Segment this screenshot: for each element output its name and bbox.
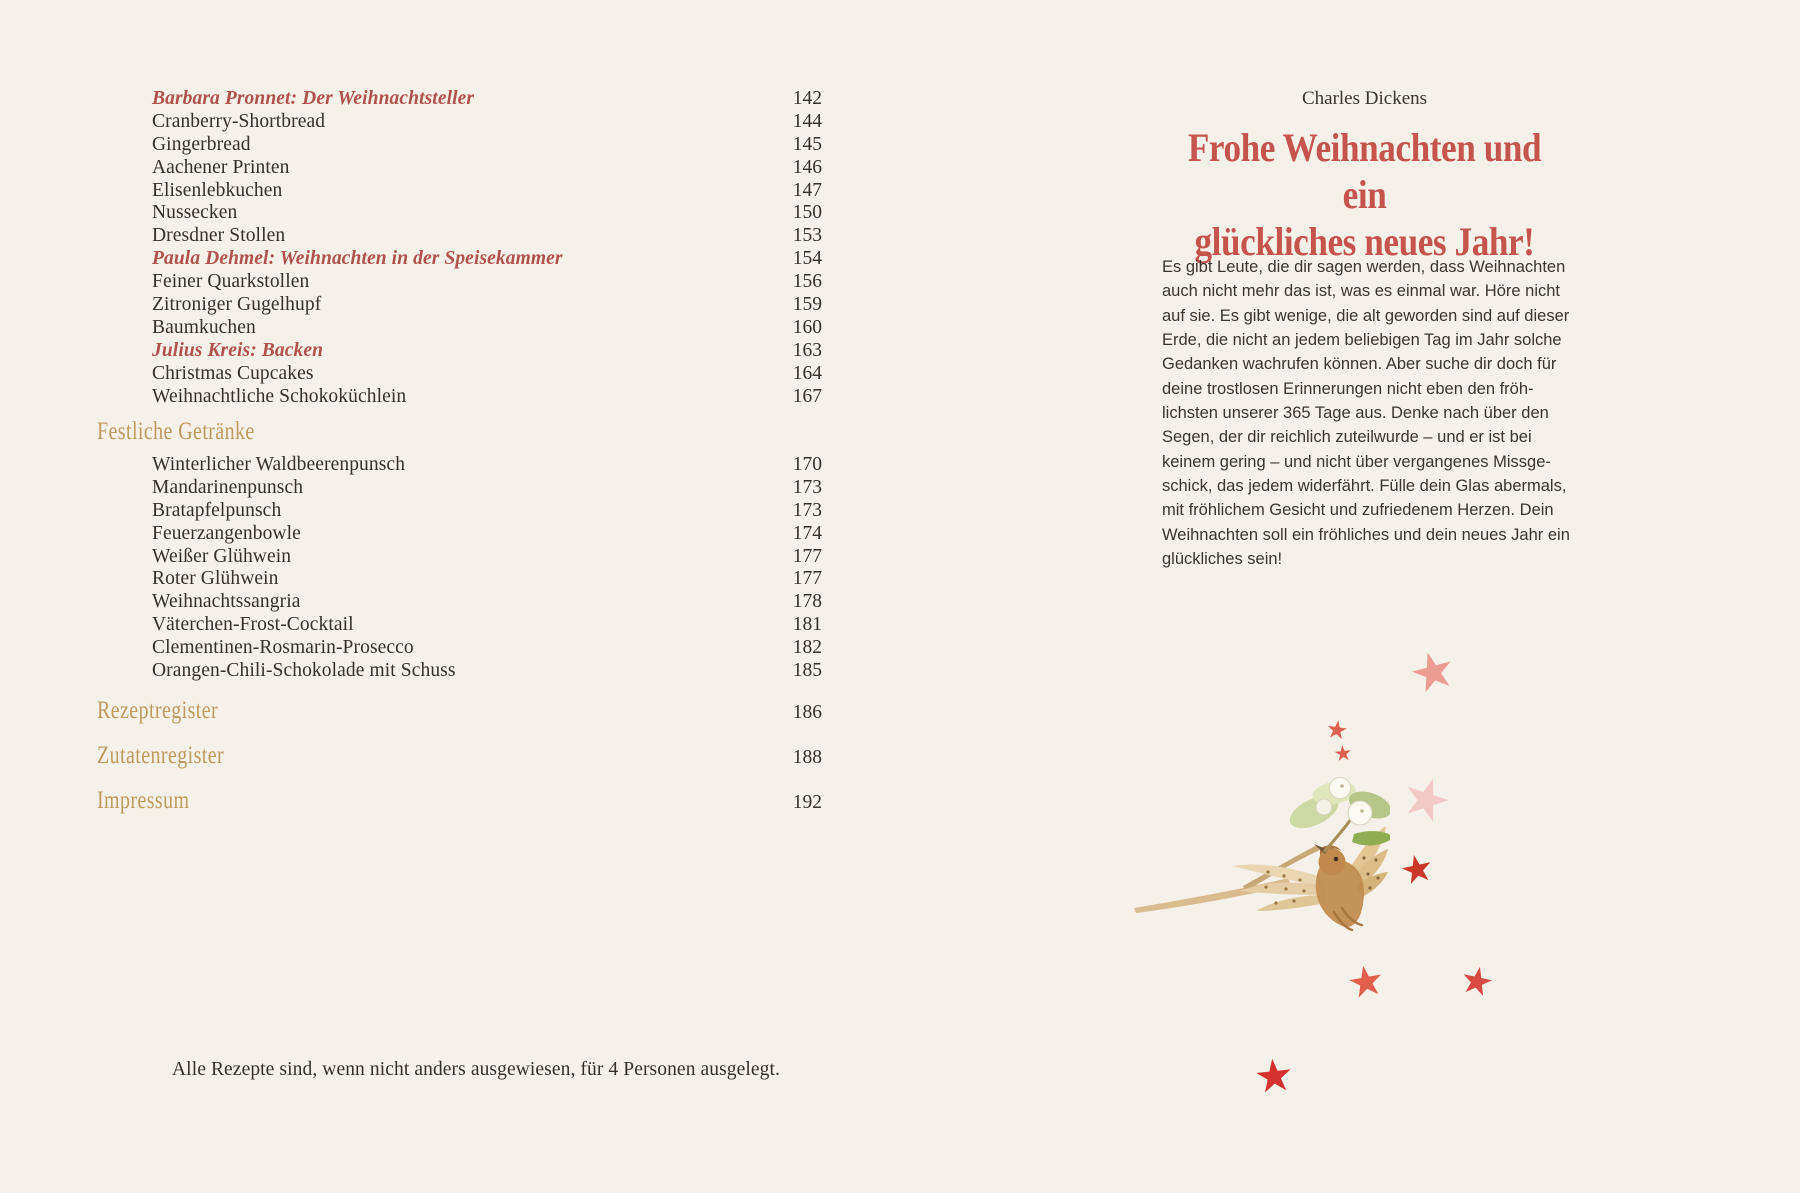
toc-row: [97, 363, 822, 386]
toc-entry-label: Christmas Cupcakes: [152, 362, 314, 384]
toc-row: [97, 88, 822, 111]
quote-title: [1186, 124, 1542, 265]
toc-entry-label: Nussecken: [152, 202, 238, 224]
quote-body-line: Erde, die nicht an jedem beliebigen Tag im Jahr solche: [1162, 331, 1562, 350]
bird-body: [1314, 844, 1364, 930]
toc-entry-page: 146: [792, 156, 822, 178]
quote-body-line: Gedanken wachrufen können. Aber suche dir doch für: [1162, 355, 1557, 374]
toc-entry-label: Väterchen-Frost-Cocktail: [152, 614, 354, 636]
toc-entry-page: 150: [792, 202, 822, 224]
toc-entry-page: 144: [792, 110, 822, 132]
toc-entry-label: Barbara Pronnet: Der Weihnachtsteller: [152, 88, 475, 109]
toc-row: [97, 523, 822, 546]
register-label: Rezeptregister: [97, 697, 219, 724]
toc-entry-label: Gingerbread: [152, 133, 251, 155]
register-row: [97, 688, 822, 733]
toc-entry-label: Baumkuchen: [152, 316, 256, 338]
toc-entry-label: Orangen-Chili-Schokolade mit Schuss: [152, 660, 456, 682]
toc-entry-label: Winterlicher Waldbeerenpunsch: [152, 454, 406, 475]
toc-entry-label: Cranberry-Shortbread: [152, 110, 326, 132]
quote-body: [1162, 255, 1570, 571]
quote-title-line-1: Frohe Weihnachten und ein: [1187, 125, 1542, 217]
toc-entry-page: 170: [792, 454, 822, 475]
toc-row: [97, 546, 822, 569]
quote-body-line: Weihnachten soll ein fröhliches und dein neues Jahr ein: [1162, 525, 1570, 544]
toc-entry-page: 147: [792, 179, 822, 201]
quote-body-line: auch nicht mehr das ist, was es einmal war. Höre nicht: [1162, 282, 1561, 301]
toc-baking-section-rows: [97, 88, 822, 408]
toc-section-heading-drinks: Festliche Getränke: [97, 418, 255, 445]
register-page: 188: [792, 747, 822, 768]
toc-entry-page: 154: [792, 248, 822, 270]
toc-entry-page: 177: [792, 545, 822, 567]
serving-note: Alle Rezepte sind, wenn nicht anders ausgewiesen, für 4 Personen ausgelegt.: [172, 1059, 781, 1080]
quote-body-line: glückliches sein!: [1162, 550, 1283, 569]
toc-entry-page: 173: [792, 499, 822, 521]
toc-row: [97, 340, 822, 363]
toc-entry-label: Feiner Quarkstollen: [152, 271, 310, 293]
toc-entry-page: 163: [792, 339, 822, 361]
toc-row: [97, 454, 822, 477]
star-icon: ★: [1323, 713, 1351, 746]
toc-entry-page: 173: [792, 476, 822, 498]
toc-entry-label: Aachener Printen: [152, 156, 290, 178]
toc-row: [97, 202, 822, 225]
toc-entry-page: 153: [792, 225, 822, 247]
star-icon: ★: [1455, 956, 1499, 1007]
toc-row: [97, 248, 822, 271]
toc-entry-label: Paula Dehmel: Weihnachten in der Speisekammer: [152, 248, 563, 270]
toc-entry-page: 181: [792, 614, 822, 636]
toc-entry-label: Mandarinenpunsch: [152, 476, 304, 498]
toc-row: [97, 294, 822, 317]
quote-author: Charles Dickens: [1301, 88, 1428, 109]
toc-entry-label: Dresdner Stollen: [152, 225, 286, 247]
star-icon: ★: [1402, 637, 1464, 708]
toc-entry-page: 174: [792, 522, 822, 544]
toc-entry-label: Weihnachtliche Schokoküchlein: [152, 385, 407, 407]
toc-entry-label: Clementinen-Rosmarin-Prosecco: [152, 637, 414, 659]
quote-body-line: Segen, der dir reichlich zuteilwurde – und er ist bei: [1162, 428, 1532, 447]
star-icon: ★: [1332, 740, 1354, 767]
toc-row: [97, 111, 822, 134]
toc-entry-label: Bratapfelpunsch: [152, 499, 282, 521]
toc-row: [97, 568, 822, 591]
quote-body-line: deine trostlosen Erinnerungen nicht eben den fröh-: [1162, 379, 1534, 398]
toc-entry-page: 156: [792, 271, 822, 293]
toc-entry-label: Weihnachtssangria: [152, 591, 301, 613]
toc-row: [97, 477, 822, 500]
toc-row: [97, 660, 822, 683]
toc-entry-label: Weißer Glühwein: [152, 545, 292, 567]
toc-register-rows: [97, 688, 822, 823]
toc-row: [97, 317, 822, 340]
quote-body-line: Es gibt Leute, die dir sagen werden, dass Weihnachten: [1162, 258, 1566, 276]
quote-body-line: auf sie. Es gibt wenige, die alt geworden sind auf dieser: [1162, 306, 1570, 325]
toc-entry-page: 164: [792, 362, 822, 384]
toc-row: [97, 637, 822, 660]
register-page: 192: [792, 792, 822, 813]
register-page: 186: [792, 702, 822, 723]
toc-row: [97, 591, 822, 614]
toc-entry-label: Roter Glühwein: [152, 568, 279, 590]
toc-drinks-section-rows: [97, 454, 822, 683]
toc-entry-page: 160: [792, 316, 822, 338]
toc-entry-page: 167: [792, 385, 822, 407]
toc-entry-label: Zitroniger Gugelhupf: [152, 294, 322, 316]
toc-row: [97, 180, 822, 203]
mistletoe-sprig: [1285, 778, 1390, 853]
toc-entry-page: 142: [792, 88, 822, 109]
toc-row: [97, 614, 822, 637]
register-row: [97, 733, 822, 778]
toc-entry-label: Feuerzangenbowle: [152, 522, 301, 544]
toc-entry-page: 185: [792, 660, 822, 682]
quote-body-line: mit fröhlichem Gesicht und zufriedenem Herzen. Dein: [1162, 501, 1554, 520]
register-label: Impressum: [97, 787, 190, 814]
star-icon: ★: [1251, 1047, 1297, 1105]
toc-entry-label: Elisenlebkuchen: [152, 179, 283, 201]
toc-row: [97, 500, 822, 523]
register-row: [97, 778, 822, 823]
toc-entry-page: 178: [792, 591, 822, 613]
star-icon: ★: [1395, 844, 1439, 895]
bird-illustration: [1128, 772, 1390, 950]
quote-body-line: keinem gering – und nicht über vergangenes Missge-: [1162, 452, 1551, 471]
toc-row: [97, 225, 822, 248]
toc-row: [97, 271, 822, 294]
quote-title-line-2: glückliches neues Jahr!: [1194, 219, 1535, 264]
quote-body-line: schick, das jedem widerfährt. Fülle dein Glas abermals,: [1162, 477, 1567, 496]
toc-row: [97, 386, 822, 409]
register-label: Zutatenregister: [97, 742, 225, 769]
toc-row: [97, 134, 822, 157]
toc-row: [97, 157, 822, 180]
star-icon: ★: [1343, 954, 1389, 1009]
toc-entry-page: 145: [792, 133, 822, 155]
star-icon: ★: [1392, 761, 1461, 839]
toc-entry-page: 182: [792, 637, 822, 659]
quote-body-line: lichsten unserer 365 Tage aus. Denke nach über den: [1162, 404, 1549, 423]
toc-entry-page: 177: [792, 568, 822, 590]
toc-entry-page: 159: [792, 294, 822, 316]
toc-entry-label: Julius Kreis: Backen: [152, 339, 324, 361]
